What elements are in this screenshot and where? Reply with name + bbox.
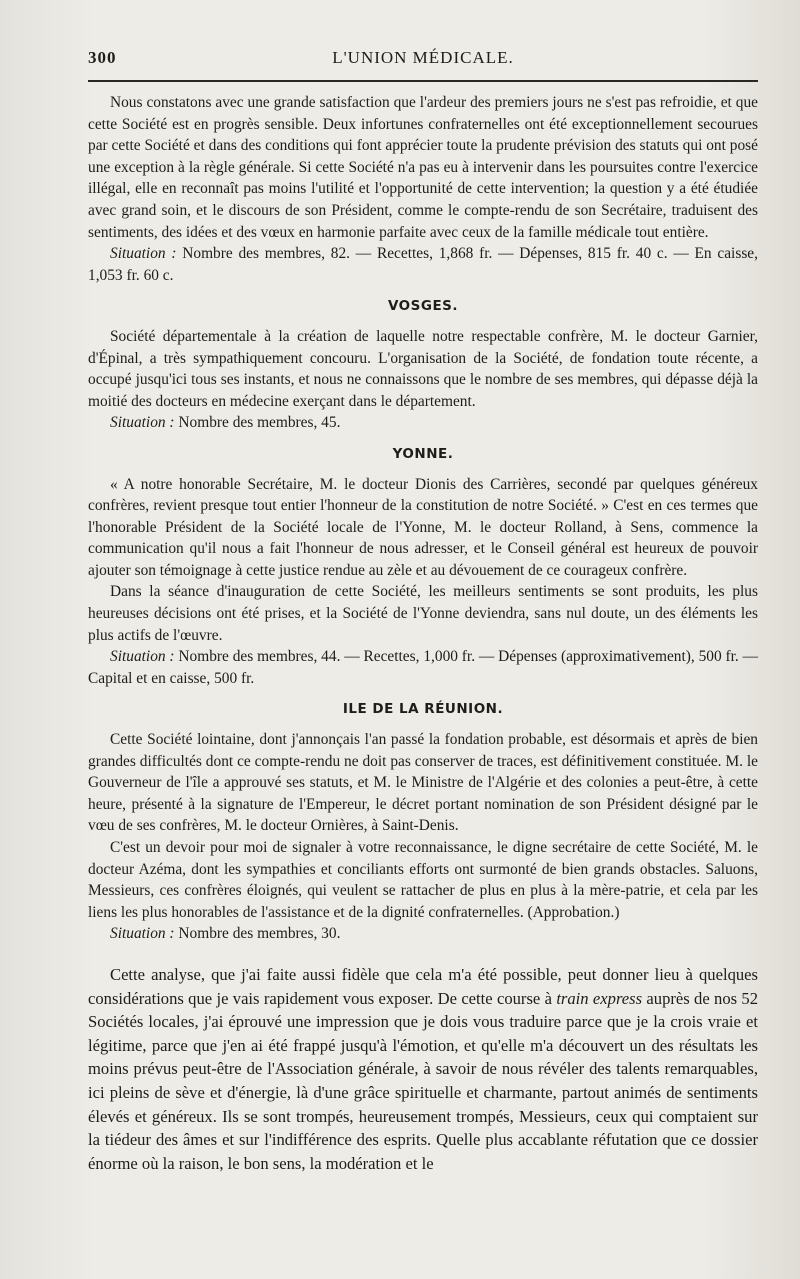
vosges-paragraph: Société départementale à la création de laquelle notre respectable confrère, M. le docteur Garnier, d'Épinal, a très sympathiquement concouru. L'organisation de la Société, de fondation toute récente, a occupé jusqu'ici tous ses instants, et nous ne connaissons que le nombre de ses membres, qui dépasse déjà la moitié des docteurs en médecine exerçant dans le département. [88,327,758,410]
header-rule [88,80,758,82]
journal-title: L'UNION MÉDICALE. [332,48,514,67]
closing-text-after: auprès de nos 52 Sociétés locales, j'ai éprouvé une impression que je dois vous traduire parce que je la crois vraie et légitime, parce que j'en ai été frappé jusqu'à l'émotion, et qu'elle m'a découvert un des résultats les moins prévus peut-être de l'Association générale, à savoir de nous révéler des talents remarquables, ici pleins de sève et d'énergie, là d'une grâce spirituelle et charmante, partout animés de sentiments élevés et généreux. Ils se sont trompés, heureusement trompés, Messieurs, ceux qui comptaient sur la tiédeur des âmes et sur l'indifférence des esprits. Quelle plus accablante réfutation que ce dossier énorme où la raison, le bon sens, la modération et le [88,988,759,1173]
closing-text-before: Cette analyse, que j'ai faite aussi fidèle que cela m'a été possible, peut donner lieu à quelques considérations que je vais rapidement vous exposer. De cette course à [88,964,758,1008]
vosges-situation [88,412,758,434]
situation-label: Situation : [110,925,175,943]
closing-italic-phrase: train express [556,988,643,1008]
page-number: 300 [88,48,117,67]
situation-label: Situation : [110,414,175,432]
page-content [88,92,758,1175]
reunion-paragraph-1: Cette Société lointaine, dont j'annonçais l'an passé la fondation probable, est désormais et après de bien grandes difficultés dont ce compte-rendu ne doit pas conserver de traces, est définitivement constituée. M. le Gouverneur de l'île a approuvé ses statuts, et M. le Ministre de l'Algérie et des colonies a peut-être, à cette heure, présenté à la signature de l'Empereur, le décret portant nomination de son Président désigné par le vœu de ses confrères, M. le docteur Ornières, à Saint-Denis. [88,731,758,835]
section-heading-vosges: VOSGES. [387,298,459,315]
situation-text: Nombre des membres, 30. [178,925,341,943]
situation-text: Nombre des membres, 82. — Recettes, 1,868 fr. — Dépenses, 815 fr. 40 c. — En caisse, 1,053 fr. 60 c. [88,245,758,284]
yonne-situation [88,646,758,689]
situation-label: Situation : [110,245,177,263]
reunion-paragraph-2: C'est un devoir pour moi de signaler à votre reconnaissance, le digne secrétaire de cette Société, M. le docteur Azéma, dont les sympathies et conciliants efforts ont surmonté de bien grands obstacles. Saluons, Messieurs, ces confrères éloignés, qui veulent se rattacher de plus en plus à la mère-patrie, et cela par les liens les plus honorables de l'assistance et de la dignité confraternelles. (Approbation.) [88,839,758,921]
yonne-paragraph-1: « A notre honorable Secrétaire, M. le docteur Dionis des Carrières, secondé par quelques généreux confrères, revient presque tout entier l'honneur de la constitution de notre Société. » C'est en ces termes que l'honorable Président de la Société locale de l'Yonne, M. le docteur Rolland, à Sens, commence la communication qu'il nous a fait l'honneur de nous adresser, et le Conseil général est heureux de pouvoir ajouter son témoignage à cette justice rendue au zèle et au dévouement de ce courageux confrère. [88,475,758,579]
situation-text: Nombre des membres, 44. — Recettes, 1,000 fr. — Dépenses (approximativement), 500 fr. — Capital et en caisse, 500 fr. [88,648,758,687]
closing-paragraph [88,963,758,1175]
situation-text: Nombre des membres, 45. [178,414,341,432]
intro-paragraph: Nous constatons avec une grande satisfaction que l'ardeur des premiers jours ne s'est pas refroidie, et que cette Société est en progrès sensible. Deux infortunes confraternelles ont été exceptionnellement secourues par cette Société et dans des conditions qui font apprécier toute la prudente prévision des statuts qui ont posé une exception à la règle générale. Si cette Société n'a pas eu à intervenir dans les poursuites contre l'exercice illégal, elle en reconnaît pas moins l'utilité et l'opportunité de cette intervention; la question y a été étudiée avec grand soin, et le discours de son Président, comme le compte-rendu de son Secrétaire, traduisent des sentiments, des idées et des vœux en harmonie parfaite avec ceux de la famille médicale tout entière. [88,94,758,241]
situation-label: Situation : [110,648,175,666]
running-head [88,48,758,74]
section-heading-reunion: ILE DE LA RÉUNION. [342,701,504,718]
section-heading-yonne: YONNE. [392,445,454,462]
yonne-paragraph-2: Dans la séance d'inauguration de cette Société, les meilleurs sentiments se sont produits, les plus heureuses décisions ont été prises, et la Société de l'Yonne deviendra, sans nul doute, un des éléments les plus actifs de l'œuvre. [88,583,758,644]
intro-situation [88,243,758,286]
reunion-situation [88,923,758,945]
